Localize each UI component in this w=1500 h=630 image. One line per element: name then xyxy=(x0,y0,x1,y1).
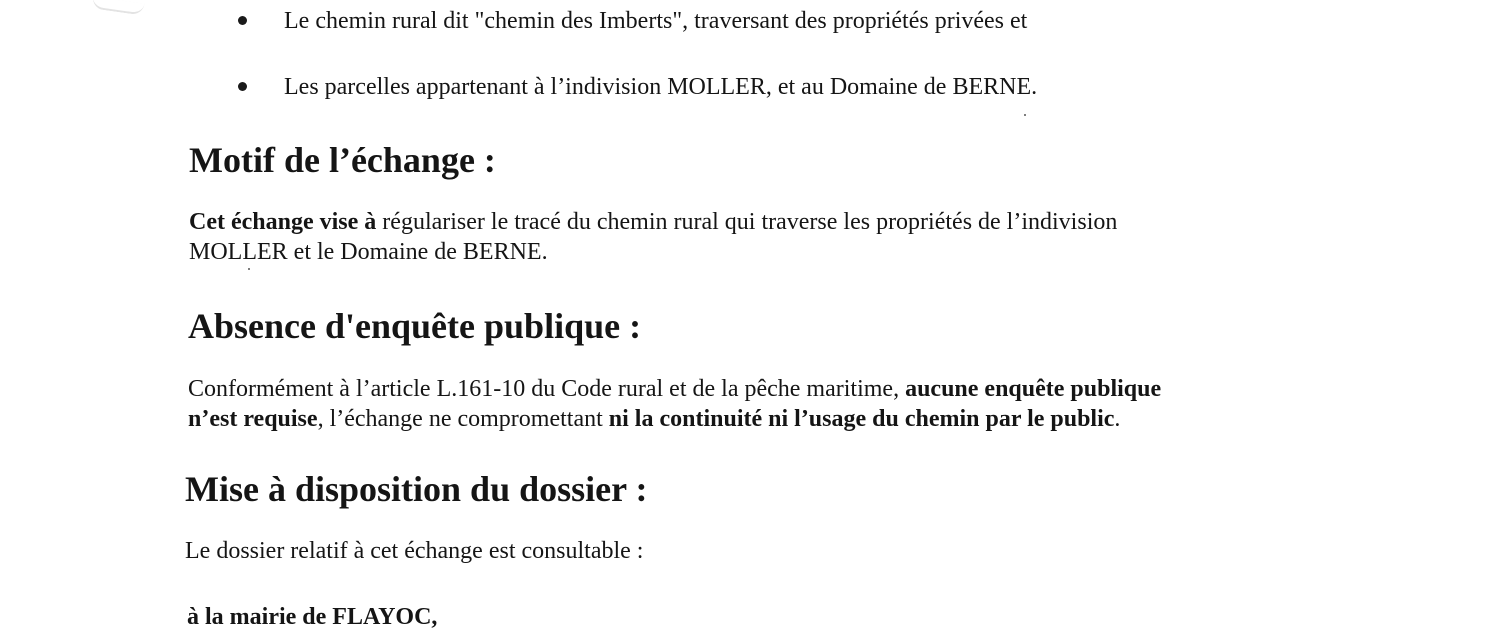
scan-speck xyxy=(1024,114,1026,116)
paragraph-text: régulariser le tracé du chemin rural qui traverse les propriétés de l’indivision xyxy=(376,209,1118,235)
paragraph-text: . xyxy=(1114,406,1121,432)
section-heading-motif: Motif de l’échange : xyxy=(189,140,496,180)
bullet-icon xyxy=(238,16,247,25)
location-line: à la mairie de FLAYOC, xyxy=(187,604,438,630)
bullet-icon xyxy=(238,82,247,91)
section-heading-enquete: Absence d'enquête publique : xyxy=(188,306,642,346)
paragraph-dossier: Le dossier relatif à cet échange est consultable : xyxy=(185,538,644,564)
scan-speck xyxy=(248,268,250,270)
emphasis-text: aucune enquête publique xyxy=(905,376,1162,402)
paragraph-motif-line-1 xyxy=(189,210,1117,234)
paragraph-enquete-line-2 xyxy=(188,407,1120,431)
emphasis-text: Cet échange vise à xyxy=(189,209,377,235)
paragraph-motif-line-2: MOLLER et le Domaine de BERNE. xyxy=(189,239,548,265)
paragraph-text: Conformément à l’article L.161-10 du Code rural et de la pêche maritime, xyxy=(188,376,906,402)
bullet-item: Le chemin rural dit "chemin des Imberts", traversant des propriétés privées et xyxy=(284,8,1028,34)
scan-artifact xyxy=(91,0,144,16)
paragraph-text: , l’échange ne compromettant xyxy=(317,406,609,432)
emphasis-text: ni la continuité ni l’usage du chemin par le public xyxy=(608,406,1115,432)
section-heading-dossier: Mise à disposition du dossier : xyxy=(185,469,648,509)
paragraph-enquete-line-1 xyxy=(188,377,1161,401)
emphasis-text: n’est requise xyxy=(188,406,318,432)
bullet-item: Les parcelles appartenant à l’indivision MOLLER, et au Domaine de BERNE. xyxy=(284,74,1038,100)
